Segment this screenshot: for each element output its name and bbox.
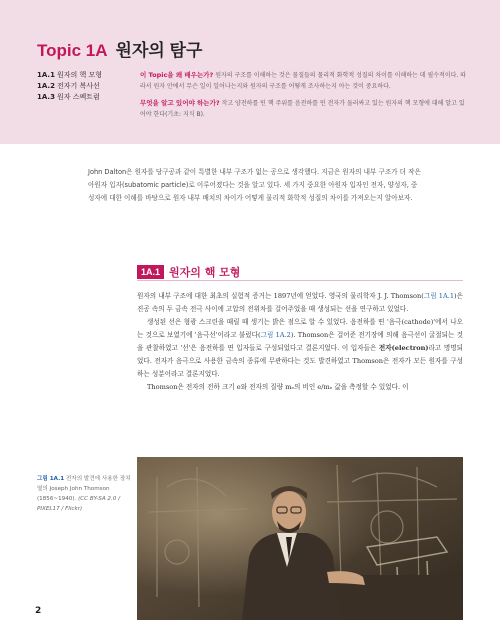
prior-question: 무엇을 알고 있어야 하는가? <box>140 99 220 107</box>
figure-caption-text: 전자의 발견에 사용한 장치 옆의 Joseph John Thomson (1856~1940). <box>37 476 131 502</box>
topic-name: 원자의 탐구 <box>115 41 203 60</box>
figure-ref-link[interactable]: 그림 1A.2 <box>260 331 291 339</box>
prior-paragraph <box>140 98 470 120</box>
why-text: 원자의 구조를 이해하는 것은 물질들의 물리적 화학적 성질의 차이를 이해하는 데 필수적이다. 따라서 원자 안에서 무슨 일이 일어나는지와 원자의 구조를 어떻게 조사하는지 아는 것이 중요하다. <box>140 72 467 90</box>
thomson-photo <box>137 457 463 620</box>
figure-license: (CC BY-SA 2.0 / PIXEL17 / Flickr) <box>37 496 120 512</box>
body-paragraph: 생성된 선은 형광 스크린을 때릴 때 생기는 밝은 점으로 알 수 있었다. 음전하를 띤 '음극(cathode)'에서 나오는 것으로 보였기에 '음극선'이라고 불렀다(그림 1A.2). Thomson은 걸어준 전기장에 의해 음극선이 굴절되는 것을 관찰하였고 '선'은 음전하를 띤 입자들로 구성되었다고 결론지었다. 이 입자들은 전자(electron)라고 명명되었다. 전자가 음극으로 사용한 금속의 종류에 무관하다는 것도 발견하였고 Thomson은 전자가 모든 원자를 구성하는 성분이라고 결론지었다. <box>137 318 463 378</box>
topic-header <box>0 0 500 144</box>
toc-item[interactable]: 1A.1 원자의 핵 모형 <box>37 71 103 79</box>
page-number: 2 <box>35 606 42 616</box>
topic-title <box>37 36 202 61</box>
section-number-badge: 1A.1 <box>137 265 164 279</box>
toc-item[interactable]: 1A.2 전자기 복사선 <box>37 82 100 90</box>
intro-paragraph: John Dalton은 원자를 당구공과 같이 특별한 내부 구조가 없는 공으로 생각했다. 지금은 원자의 내부 구조가 더 작은 아원자 입자(subatomic particle)로 이루어졌다는 것을 알고 있다. 세 가지 중요한 아원자 입자인 전자, 양성자, 중성자에 대한 이해를 바탕으로 원자 내부 배치의 차이가 어떻게 물리적 화학적 성질의 차이를 가져오는지 알아보자. <box>88 168 421 202</box>
topic-overview <box>140 70 470 126</box>
body-paragraph: Thomson은 전자의 전하 크기 e와 전자의 질량 mₑ의 비인 e/mₑ 값을 측정할 수 있었다. 이 <box>147 383 409 391</box>
body-paragraph: 원자의 내부 구조에 대한 최초의 실험적 증거는 1897년에 얻었다. 영국의 물리학자 J. J. Thomson(그림 1A.1)은 진공 속의 두 금속 전극 사이에 고압의 전위차를 걸어주었을 때 생성되는 선을 연구하고 있었다. <box>137 292 463 313</box>
toc-item[interactable]: 1A.3 원자 스펙트럼 <box>37 93 100 101</box>
figure-ref-link[interactable]: 그림 1A.1 <box>423 292 455 300</box>
figure-label: 그림 1A.1 <box>37 476 65 482</box>
why-paragraph <box>140 70 470 92</box>
topic-label: Topic 1A <box>37 41 108 60</box>
section-heading <box>137 261 240 280</box>
prior-text: 작고 양전하를 띤 핵 주위를 음전하를 띤 전자가 둘러싸고 있는 원자의 핵 모형에 대해 알고 있어야 한다(기초: 지식 B). <box>140 100 465 118</box>
why-question: 이 Topic을 왜 배우는가? <box>140 71 214 79</box>
term-electron: 전자(electron) <box>378 344 429 352</box>
body-text <box>137 290 463 394</box>
section-divider <box>137 280 463 281</box>
section-title: 원자의 핵 모형 <box>169 265 241 279</box>
topic-toc <box>37 70 127 103</box>
figure-caption <box>37 474 132 514</box>
